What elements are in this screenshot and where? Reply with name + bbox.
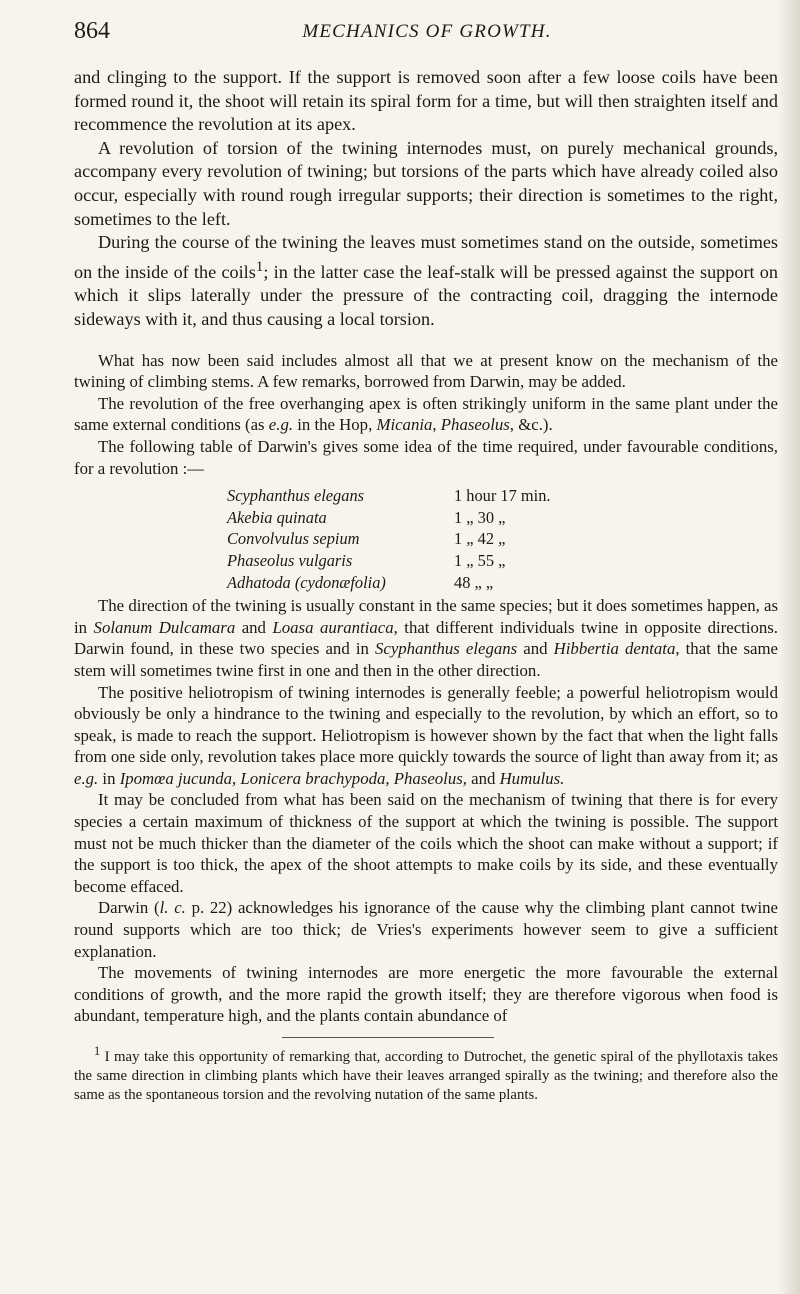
paragraph-11: The movements of twining internodes are more energetic the more favourable the external conditions of growth, and the more rapid the growth itself; they are therefore vigorous when food is abundant, temperature high, and the plants contain abundance of bbox=[74, 963, 778, 1026]
revolution-time: 1 „ 30 „ bbox=[454, 507, 506, 527]
paragraph-7-italic-3: Scyphanthus elegans bbox=[374, 639, 518, 659]
table-row bbox=[74, 572, 778, 594]
paragraph-5-text-c: , bbox=[432, 415, 441, 435]
paragraph-8 bbox=[74, 682, 778, 790]
revolution-time-table bbox=[74, 485, 778, 593]
table-row bbox=[74, 528, 778, 550]
paragraph-8-italic-2: Humulus. bbox=[499, 768, 565, 788]
revolution-time: 48 „ „ bbox=[454, 572, 494, 592]
paragraph-5-text-d: , &c.). bbox=[509, 415, 553, 435]
paragraph-7 bbox=[74, 595, 778, 681]
paragraph-2: A revolution of torsion of the twining internodes must, on purely mechanical grounds, accompany every revolution of twining; but torsions of the parts which have already coiled also occur, especially with round rough irregular supports; their direction is sometimes to the right, sometimes to the left. bbox=[74, 137, 778, 229]
paragraph-5-italic-2: Phaseolus bbox=[440, 415, 510, 435]
paragraph-7-italic-1: Solanum Dulcamara bbox=[93, 617, 236, 637]
footnotes bbox=[74, 1042, 778, 1105]
footnote-reference: 1 bbox=[255, 257, 264, 275]
paragraph-1: and clinging to the support. If the support is removed soon after a few loose coils have been formed round it, the shoot will retain its spiral form for a time, but will then straighten itself and recommence the revolution at its apex. bbox=[74, 67, 778, 135]
main-text bbox=[74, 66, 778, 332]
table-row bbox=[74, 485, 778, 507]
page-number: 864 bbox=[74, 18, 110, 44]
revolution-time: 1 „ 42 „ bbox=[454, 529, 506, 549]
paragraph-5-text-b: in the Hop, bbox=[293, 415, 377, 435]
paragraph-8-text-a: The positive heliotropism of twining internodes is generally feeble; a powerful heliotropism would obviously be only a hindrance to the twining and especially to the revolution, by which an effort, so to speak, is made to reach the support. Heliotropism is however shown by the fact that when the light falls from one side only, revolution takes place more quickly towards the source of light than away from it; as bbox=[74, 682, 778, 767]
paragraph-6: The following table of Darwin's gives some idea of the time required, under favourable conditions, for a revolution :— bbox=[74, 436, 778, 478]
species-name: Scyphanthus elegans bbox=[227, 486, 365, 506]
paragraph-10 bbox=[74, 897, 778, 962]
paragraph-8-text-c: and bbox=[466, 768, 500, 788]
page-header bbox=[74, 18, 780, 48]
paragraph-5-eg: e.g. bbox=[268, 415, 294, 435]
small-text-section bbox=[74, 350, 778, 1027]
species-name: Phaseolus vulgaris bbox=[227, 550, 353, 570]
paragraph-3-text-a: During the course of the twining the leaves must sometimes stand on the outside, sometimes on the inside of the coils bbox=[74, 232, 778, 282]
paragraph-5-text-a: The revolution of the free overhanging apex is often strikingly uniform in the same plant under the same external conditions (as bbox=[74, 393, 778, 435]
page-edge-shadow bbox=[778, 0, 800, 1294]
species-name: Convolvulus sepium bbox=[227, 529, 360, 549]
paragraph-7-text-e: , that the same stem will sometimes twine first in one and then in the other direction. bbox=[74, 639, 779, 680]
footnote-rule bbox=[282, 1037, 494, 1038]
paragraph-3-text-b: ; in the latter case the leaf-stalk will be pressed against the support on which it slips laterally under the pressure of the contracting coil, dragging the internode sideways with it, and thus causing a local torsion. bbox=[74, 261, 778, 329]
paragraph-7-text-a: The direction of the twining is usually constant in the same species; but it does sometimes happen, as in bbox=[74, 596, 778, 637]
paragraph-7-italic-2: Loasa aurantiaca bbox=[272, 617, 394, 637]
paragraph-10-text-b: p. 22) acknowledges his ignorance of the cause why the climbing plant cannot twine round supports which are too thick; de Vries's experiments however seem to give a sufficient explanation. bbox=[74, 898, 778, 961]
paragraph-7-text-b: and bbox=[235, 617, 273, 637]
paragraph-9: It may be concluded from what has been said on the mechanism of twining that there is for every species a certain maximum of thickness of the support at which the twining is possible. The support must not be much thicker than the diameter of the coils which the shoot can make without a support; if the support is too thick, the apex of the shoot attempts to make coils by its side, and these eventually become effaced. bbox=[74, 790, 778, 896]
revolution-time: 1 hour 17 min. bbox=[454, 486, 551, 506]
page-body bbox=[74, 66, 778, 1105]
paragraph-10-italic-1: l. c. bbox=[159, 898, 186, 918]
species-name: Akebia quinata bbox=[227, 507, 327, 527]
paragraph-3 bbox=[74, 231, 778, 331]
footnote-text: I may take this opportunity of remarking that, according to Dutrochet, the genetic spiral of the phyllotaxis takes the same direction in climbing plants which have their leaves arranged spirally as the twining; and therefore also the same as the spontaneous torsion and the revolving nutation of the same plants. bbox=[74, 1048, 778, 1103]
species-name: Adhatoda (cydonæfolia) bbox=[227, 572, 386, 592]
paragraph-10-text-a: Darwin ( bbox=[98, 898, 160, 918]
paragraph-4: What has now been said includes almost all that we at present know on the mechanism of the twining of climbing stems. A few remarks, borrowed from Darwin, may be added. bbox=[74, 350, 778, 392]
paragraph-7-italic-4: Hibbertia dentata bbox=[553, 639, 676, 659]
paragraph-8-text-b: in bbox=[98, 768, 120, 788]
table-row bbox=[74, 550, 778, 572]
paragraph-8-eg: e.g. bbox=[74, 768, 99, 788]
revolution-time: 1 „ 55 „ bbox=[454, 550, 506, 570]
paragraph-7-text-c: , that different individuals twine in opposite directions. Darwin found, in these two species and in bbox=[74, 617, 779, 659]
footnote-1 bbox=[74, 1042, 778, 1105]
footnote-mark: 1 bbox=[94, 1044, 101, 1058]
paragraph-5-italic-1: Micania bbox=[376, 415, 433, 435]
paragraph-8-italic-1: Ipomœa jucunda, Lonicera brachypoda, Phaseolus, bbox=[119, 768, 467, 788]
running-title: MECHANICS OF GROWTH. bbox=[302, 21, 552, 42]
paragraph-7-text-d: and bbox=[517, 639, 554, 659]
table-row bbox=[74, 507, 778, 529]
paragraph-5 bbox=[74, 393, 778, 436]
